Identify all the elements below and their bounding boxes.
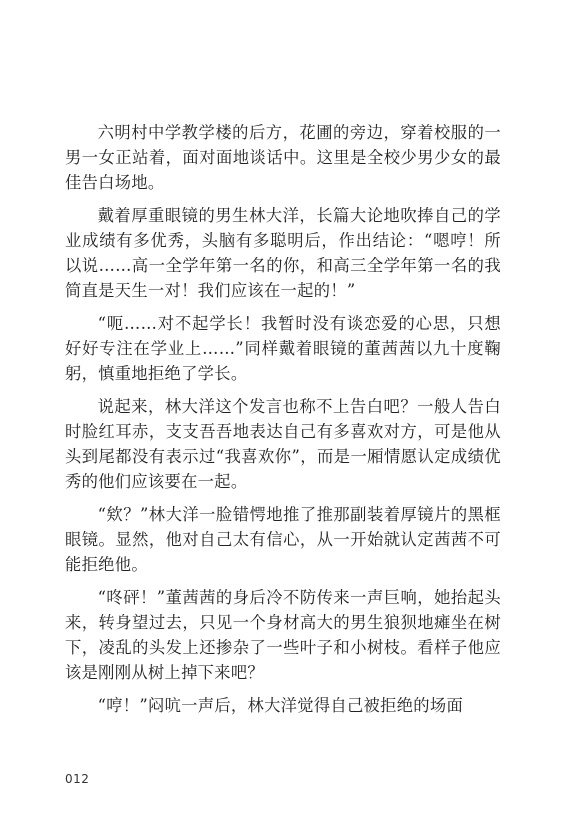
paragraph: 六明村中学教学楼的后方，花圃的旁边，穿着校服的一男一女正站着，面对面地谈话中。这里是全校少男少女的最佳告白场地。	[65, 123, 501, 192]
paragraph: 戴着厚重眼镜的男生林大洋，长篇大论地吹捧自己的学业成绩有多优秀，头脑有多聪明后，作出结论：“嗯哼！所以说……高一全学年第一名的你，和高三全学年第一名的我简直是天生一对！我们应该在一起的！”	[65, 206, 501, 300]
page-number: 012	[65, 772, 90, 786]
paragraph: “咚砰！”董茜茜的身后冷不防传来一声巨响，她抬起头来，转身望过去，只见一个身材高大的男生狼狈地瘫坐在树下，凌乱的头发上还掺杂了一些叶子和小树枝。看样子他应该是刚刚从树上掉下来吧？	[65, 588, 501, 682]
paragraph: “呃……对不起学长！我暂时没有谈恋爱的心思，只想好好专注在学业上……”同样戴着眼镜的董茜茜以九十度鞠躬，慎重地拒绝了学长。	[65, 314, 501, 383]
paragraph: 说起来，林大洋这个发言也称不上告白吧？一般人告白时脸红耳赤，支支吾吾地表达自己有多喜欢对方，可是他从头到尾都没有表示过“我喜欢你”，而是一厢情愿认定成绩优秀的他们应该要在一起。	[65, 397, 501, 491]
body-text	[65, 120, 501, 726]
paragraph: “欸？”林大洋一脸错愕地推了推那副装着厚镜片的黑框眼镜。显然，他对自己太有信心，从一开始就认定茜茜不可能拒绝他。	[65, 505, 501, 574]
paragraph: “哼！”闷吭一声后，林大洋觉得自己被拒绝的场面	[97, 696, 464, 715]
